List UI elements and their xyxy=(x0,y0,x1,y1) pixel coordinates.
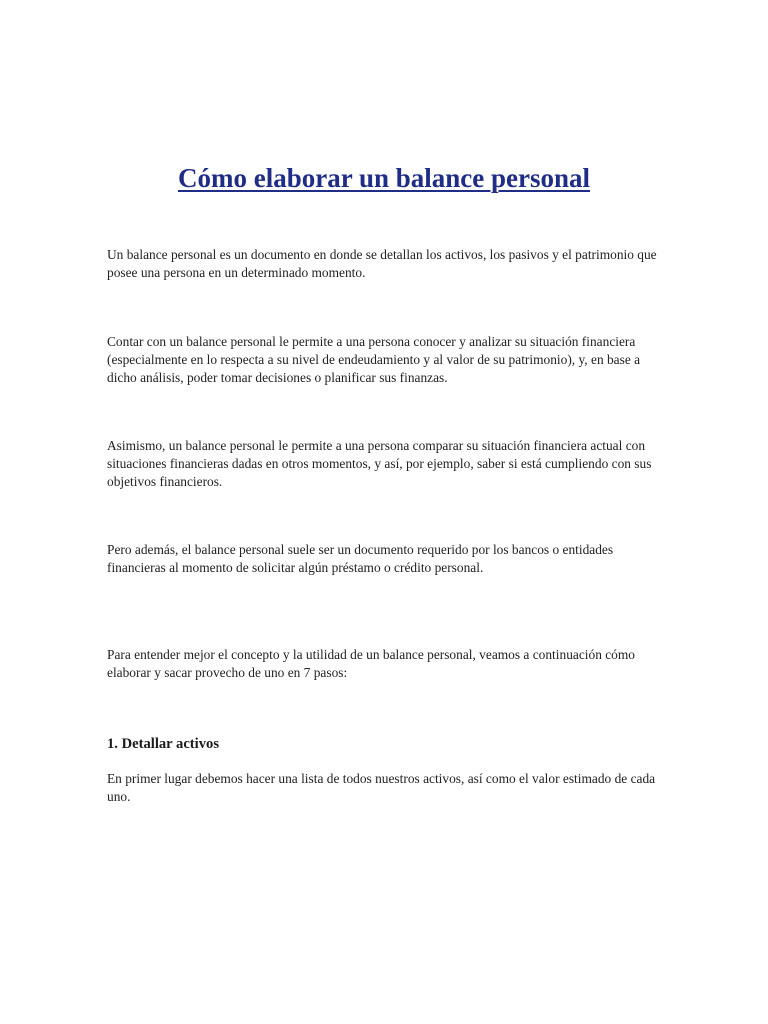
paragraph-steps-intro: Para entender mejor el concepto y la utilidad de un balance personal, veamos a continuación cómo elaborar y sacar provecho de uno en 7 pasos: xyxy=(107,647,635,680)
paragraph-banks: Pero además, el balance personal suele ser un documento requerido por los bancos o entidades financieras al momento de solicitar algún préstamo o crédito personal. xyxy=(107,542,614,575)
paragraph-benefits: Contar con un balance personal le permite a una persona conocer y analizar su situación financiera (especialmente en lo respecta a su nivel de endeudamiento y al valor de su patrimonio), y, en base a dicho análisis, poder tomar decisiones o planificar sus finanzas. xyxy=(107,334,641,385)
paragraph-comparison: Asimismo, un balance personal le permite a una persona comparar su situación financiera actual con situaciones financieras dadas en otros momentos, y así, por ejemplo, saber si está cumpliendo con sus objetivos financieros. xyxy=(107,438,652,489)
section-heading: 1. Detallar activos xyxy=(107,736,219,752)
paragraph-intro: Un balance personal es un documento en donde se detallan los activos, los pasivos y el patrimonio que posee una persona en un determinado momento. xyxy=(107,247,657,280)
page-title: Cómo elaborar un balance personal xyxy=(177,163,590,193)
paragraph-section-1: En primer lugar debemos hacer una lista de todos nuestros activos, así como el valor estimado de cada uno. xyxy=(107,771,656,804)
